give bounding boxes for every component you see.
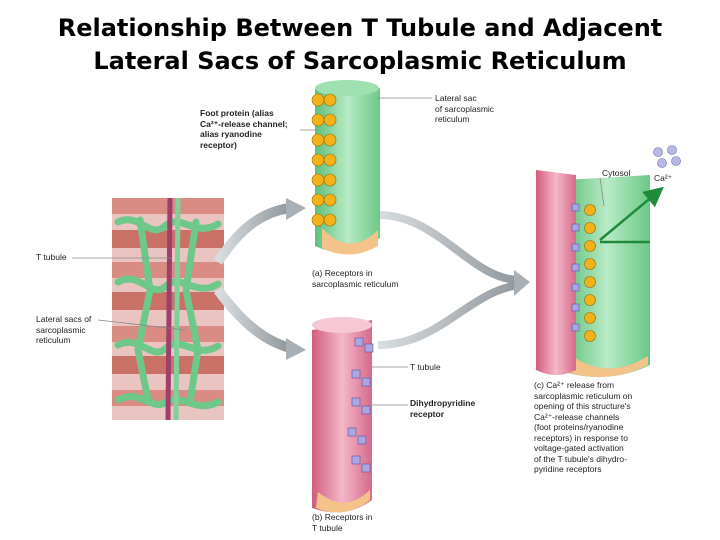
caption-panel-c: (c) Ca²⁺ release from sarcoplasmic reticulum on opening of this structure's Ca²⁺-release channels (foot proteins/ryanodine receptors) in response to voltage-gated activation of the T tubule's dihydro- pyridine receptors bbox=[534, 380, 633, 474]
panel-b-t-tubule bbox=[312, 317, 373, 513]
flow-arrow-b-to-c bbox=[378, 285, 520, 345]
calcium-ions bbox=[654, 146, 681, 168]
label-lateral-sacs: Lateral sacs of sarcoplasmic reticulum bbox=[36, 314, 92, 345]
flow-arrow-to-a bbox=[218, 208, 290, 262]
flow-arrow-a-to-c bbox=[378, 215, 520, 280]
panel-a-sr-sac bbox=[312, 80, 380, 255]
label-t-tubule-mid: T tubule bbox=[410, 362, 441, 372]
label-dhp-receptor: Dihydropyridine receptor bbox=[410, 398, 476, 419]
muscle-fiber-section bbox=[112, 198, 224, 420]
label-lateral-sac: Lateral sac of sarcoplasmic reticulum bbox=[435, 93, 495, 124]
page-title-line-2: Lateral Sacs of Sarcoplasmic Reticulum bbox=[93, 47, 627, 75]
label-t-tubule-left: T tubule bbox=[36, 252, 67, 262]
caption-panel-b: (b) Receptors in T tubule bbox=[312, 512, 373, 533]
flow-arrow-to-b bbox=[218, 290, 290, 348]
caption-panel-a: (a) Receptors in sarcoplasmic reticulum bbox=[312, 268, 399, 289]
label-foot-protein: Foot protein (alias Ca²⁺-release channel; alias ryanodine receptor) bbox=[200, 108, 288, 150]
t-tubule-line bbox=[168, 198, 170, 420]
label-cytosol: Cytosol bbox=[602, 168, 631, 178]
label-ca: Ca²⁺ bbox=[654, 173, 673, 183]
page-title-line-1: Relationship Between T Tubule and Adjacent bbox=[57, 14, 663, 42]
